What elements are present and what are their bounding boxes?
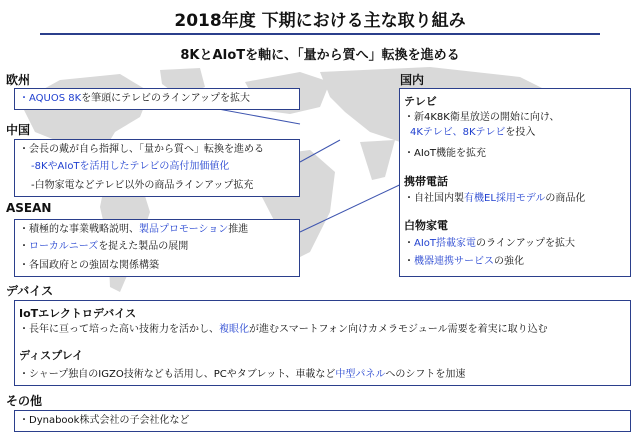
tv-line-1: ・新4K8K衛星放送の開始に向け、	[404, 112, 560, 123]
mobile-line-c: の商品化	[545, 193, 586, 204]
europe-box	[14, 88, 300, 110]
asean-line-1-c: 推進	[228, 224, 249, 235]
other-heading: その他	[6, 394, 43, 408]
iot-line-a: ・長年に亘って培った高い技術力を活かし、	[19, 324, 219, 335]
appliance-heading: 白物家電	[404, 219, 448, 232]
display-line-a: ・シャープ独自のIGZO技術なども活用し、PCやタブレット、車載など	[19, 369, 336, 380]
appliance-line-2	[404, 255, 524, 269]
mobile-line-highlight: 有機EL採用モデル	[464, 193, 546, 204]
appliance-line-2-highlight: 機器連携サービス	[414, 256, 494, 267]
asean-line-2-a: ・	[19, 241, 29, 252]
europe-highlight: ・AQUOS 8K	[19, 93, 82, 104]
europe-heading: 欧州	[6, 73, 31, 87]
china-line-2: -8KやAIoTを活用したテレビの高付加価値化	[31, 161, 230, 172]
iot-heading: IoTエレクトロデバイス	[19, 307, 137, 320]
mobile-line-a: ・自社国内製	[404, 193, 464, 204]
tv-line-2	[410, 126, 535, 140]
asean-line-1	[19, 223, 248, 237]
asean-line-2	[19, 240, 188, 254]
china-line-1: ・会長の戴が自ら指揮し、「量から質へ」転換を進める	[19, 144, 264, 155]
appliance-line-1	[404, 237, 575, 251]
appliance-line-1-c: のラインアップを拡大	[476, 238, 576, 249]
mobile-heading: 携帯電話	[404, 175, 448, 188]
asean-line-3: ・各国政府との強固な関係構築	[19, 260, 159, 271]
devices-heading: デバイス	[6, 284, 54, 298]
devices-box	[14, 300, 631, 386]
china-box	[14, 139, 300, 197]
asean-line-1-highlight: 製品プロモーション	[139, 224, 229, 235]
display-line-highlight: 中型パネル	[335, 369, 386, 380]
iot-line-highlight: 複眼化	[219, 324, 249, 335]
europe-line	[19, 92, 250, 106]
asean-box	[14, 219, 300, 277]
display-line-c: へのシフトを加速	[385, 369, 466, 380]
china-heading: 中国	[6, 123, 31, 137]
iot-line	[19, 323, 548, 337]
iot-line-c: が進むスマートフォン向けカメラモジュール需要を着実に取り込む	[249, 324, 548, 335]
domestic-box	[399, 88, 631, 277]
tv-line-2-highlight: 4Kテレビ、8Kテレビ	[410, 127, 506, 138]
asean-heading: ASEAN	[6, 201, 52, 215]
asean-line-2-highlight: ローカルニーズ	[29, 241, 99, 252]
display-line	[19, 368, 465, 382]
asean-line-2-c: を捉えた製品の展開	[98, 241, 189, 252]
display-heading: ディスプレイ	[19, 349, 84, 362]
other-line: ・Dynabook株式会社の子会社化など	[19, 415, 190, 426]
page-title: 2018年度 下期における主な取り組み	[174, 11, 466, 31]
tv-line-3: ・AIoT機能を拡充	[404, 148, 487, 159]
tv-heading: テレビ	[404, 95, 437, 108]
appliance-line-1-a: ・	[404, 238, 414, 249]
europe-text: を筆頭にテレビのラインアップを拡大	[81, 93, 250, 104]
domestic-heading: 国内	[400, 73, 425, 87]
title-divider	[40, 33, 600, 35]
asean-line-1-a: ・積極的な事業戦略説明、	[19, 224, 139, 235]
page-subtitle: 8KとAIoTを軸に、「量から質へ」転換を進める	[180, 48, 460, 63]
mobile-line	[404, 192, 585, 206]
appliance-line-1-highlight: AIoT搭載家電	[414, 238, 477, 249]
tv-line-2-rest: を投入	[505, 127, 536, 138]
china-line-3: -白物家電などテレビ以外の商品ラインアップ拡充	[31, 180, 254, 191]
appliance-line-2-a: ・	[404, 256, 414, 267]
other-box	[14, 410, 631, 432]
appliance-line-2-c: の強化	[494, 256, 524, 267]
